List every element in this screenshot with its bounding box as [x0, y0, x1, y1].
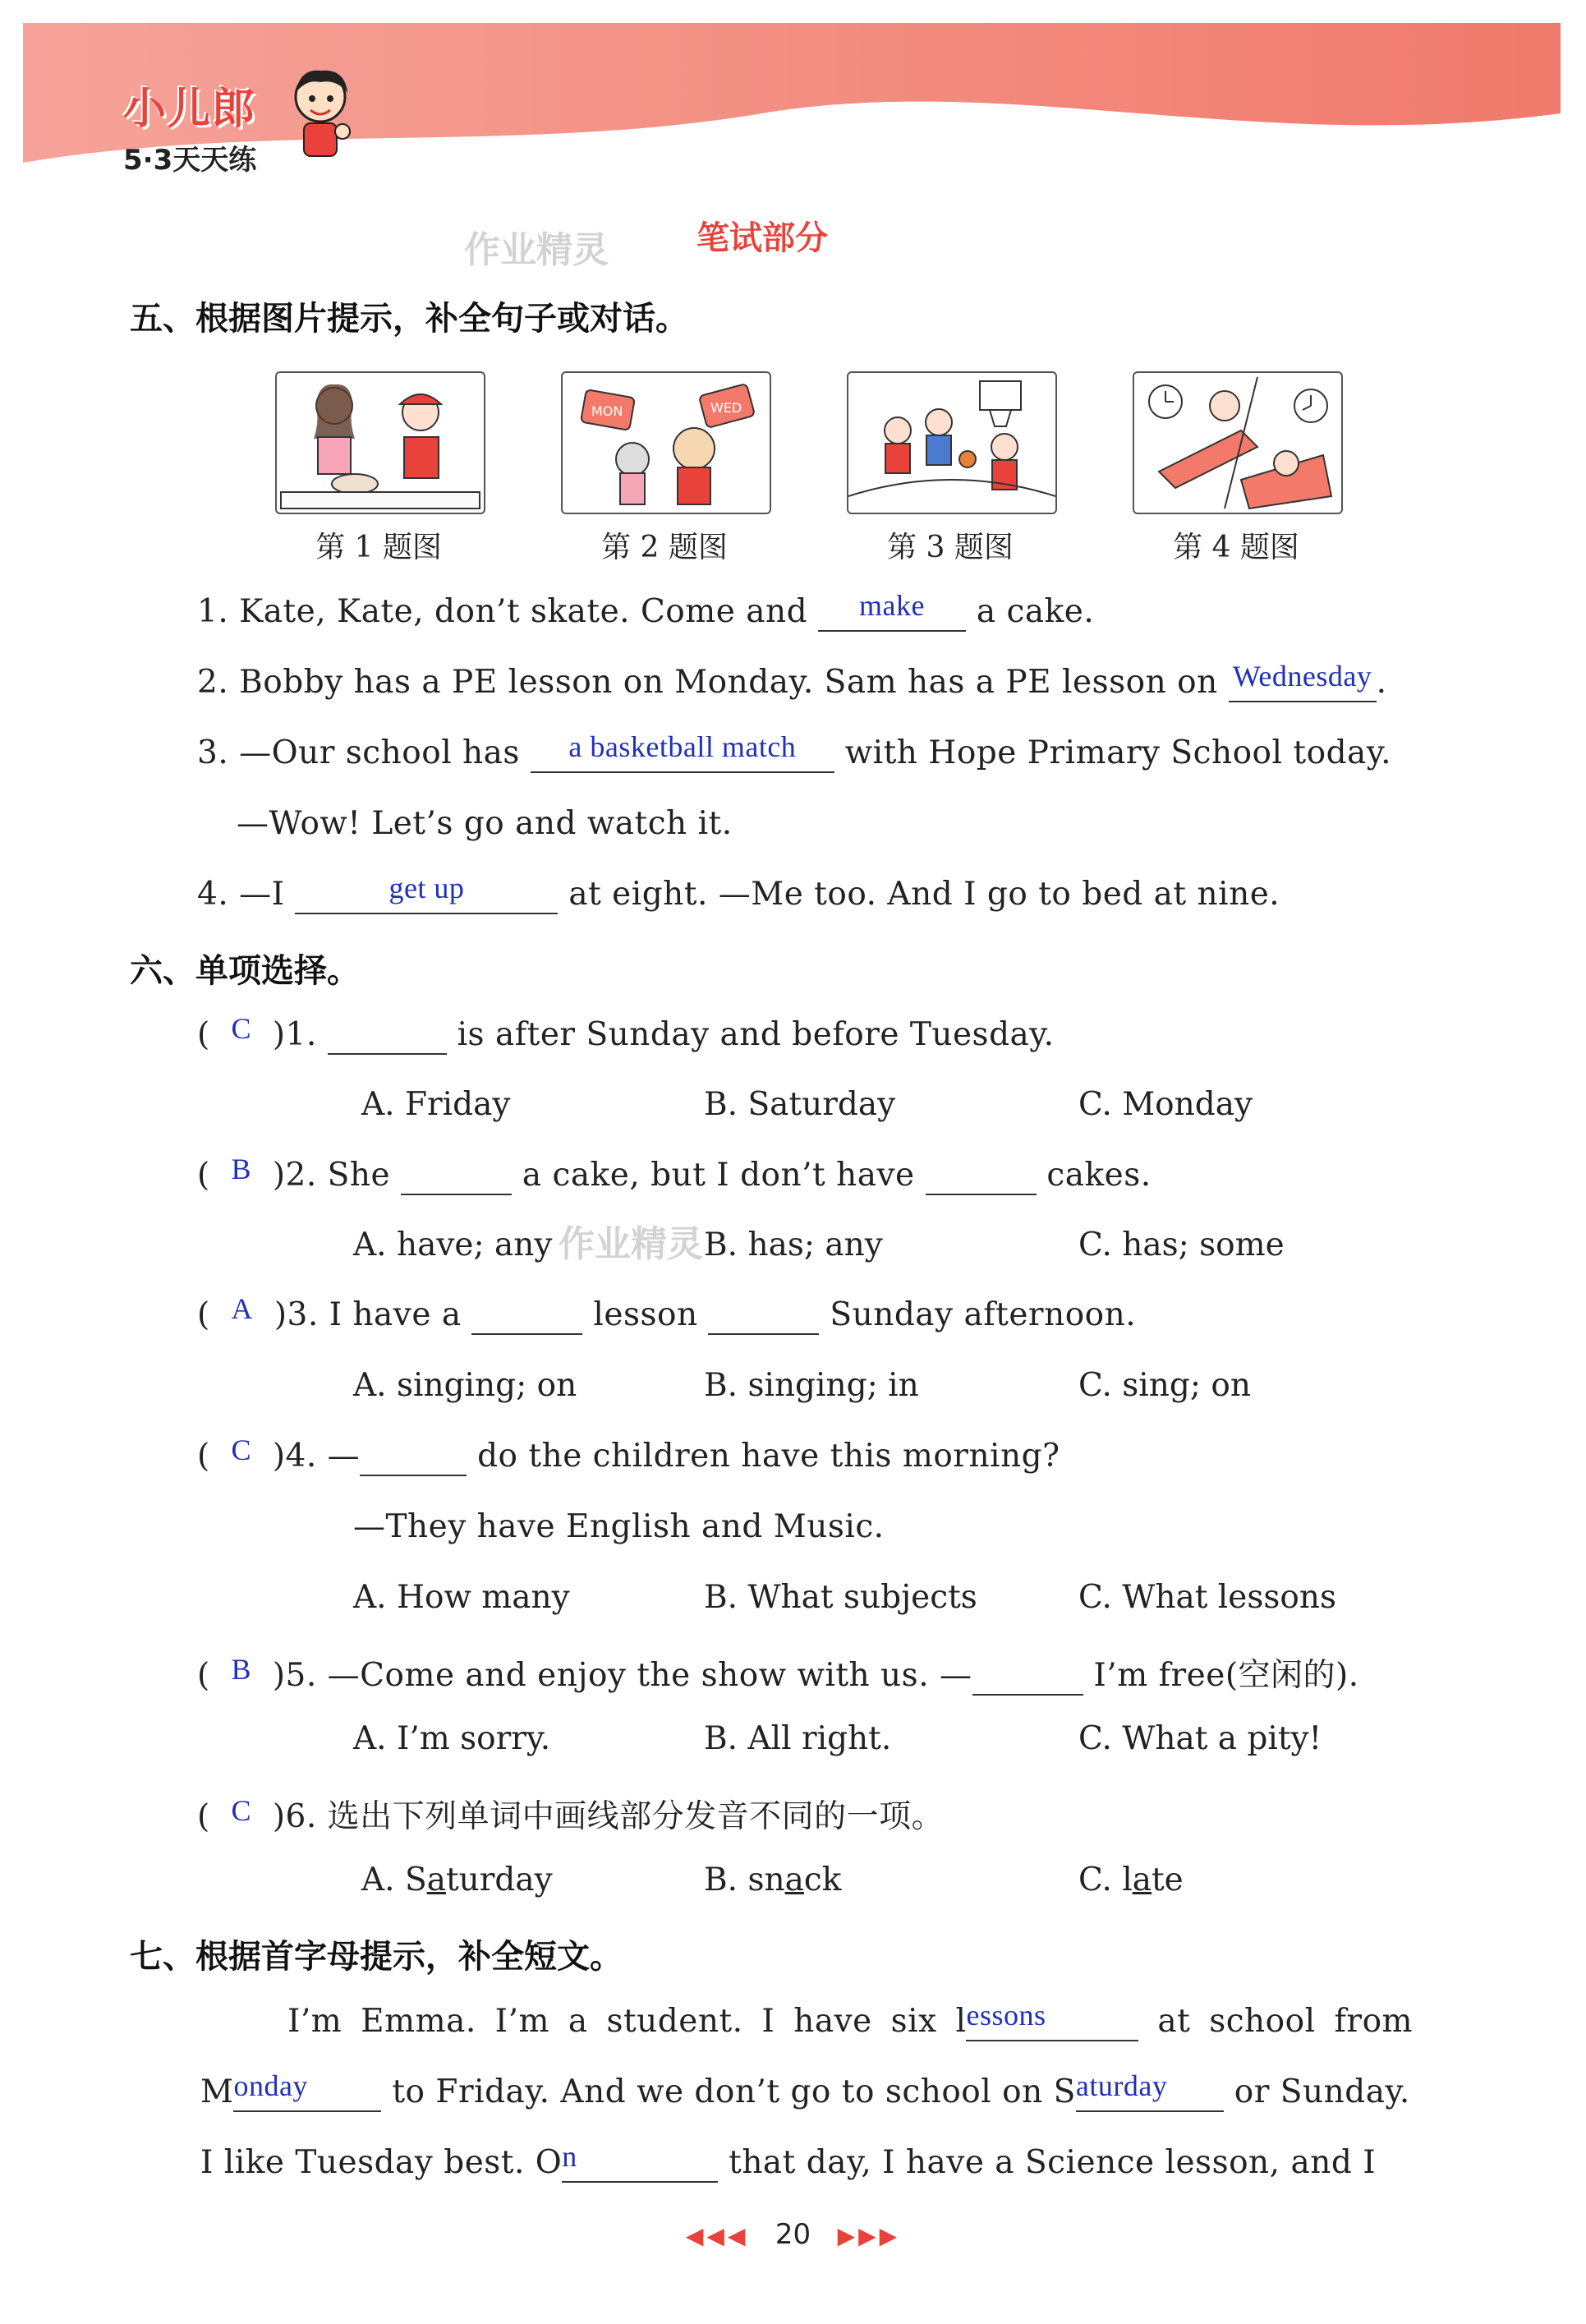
p5-question-3-reply: —Wow! Let’s go and watch it.	[237, 805, 733, 842]
logo-title: 小儿郎	[123, 85, 257, 134]
figure-4-caption: 第 4 题图	[1173, 531, 1299, 564]
wake-up-illustration	[1134, 373, 1341, 513]
part7-title: 七、根据首字母提示，补全短文。	[130, 1938, 623, 1976]
section-label: 笔试部分	[696, 219, 828, 257]
p6-question-1: ( C )1. is after Sunday and before Tuesday.	[197, 1012, 1055, 1053]
answer-text: make	[859, 589, 925, 622]
answer-blank[interactable]	[471, 1296, 582, 1335]
choice-answer[interactable]: B	[231, 1153, 252, 1185]
answer-text: Wednesday	[1232, 660, 1372, 693]
choice-answer[interactable]: C	[231, 1794, 252, 1827]
brand-logo	[123, 74, 256, 177]
q-text-end: cakes.	[1046, 1157, 1152, 1194]
figure-3-caption: 第 3 题图	[887, 531, 1014, 564]
p6-q1-option-a[interactable]: A. Friday	[361, 1086, 511, 1123]
figure-1	[275, 371, 485, 514]
p6-q6-option-b[interactable]: B. snack	[704, 1862, 842, 1898]
p6-q2-option-c[interactable]: C. has; some	[1078, 1226, 1285, 1263]
q-text: I’m free(空闲的).	[1093, 1657, 1359, 1694]
prev-arrows-icon: ◀◀◀	[685, 2222, 749, 2249]
logo-subtitle: 5·3天天练	[123, 144, 257, 177]
basketball-illustration	[848, 373, 1055, 513]
answer-blank[interactable]	[708, 1296, 819, 1335]
choice-answer[interactable]: C	[231, 1012, 252, 1045]
choice-answer[interactable]: A	[231, 1292, 254, 1325]
p5-question-2	[197, 660, 1387, 702]
answer-text: a basketball match	[568, 730, 797, 763]
p5-question-3	[197, 730, 1392, 773]
p6-q2-option-a[interactable]: A. have; any	[353, 1226, 553, 1263]
p7-line-3: I like Tuesday best. On that day, I have a Science lesson, and I	[200, 2140, 1377, 2181]
p6-q5-option-a[interactable]: A. I’m sorry.	[353, 1720, 551, 1757]
q-text: lesson	[593, 1296, 698, 1333]
choice-answer[interactable]: B	[231, 1653, 252, 1686]
p6-q5-option-b[interactable]: B. All right.	[704, 1720, 892, 1757]
q-num: )1.	[272, 1016, 317, 1053]
answer-blank[interactable]	[531, 730, 834, 773]
p6-q3-option-b[interactable]: B. singing; in	[704, 1367, 919, 1404]
q-text: —Our school has	[239, 734, 520, 771]
q-num: )4. —	[272, 1438, 361, 1475]
answer-blank[interactable]: n	[562, 2144, 718, 2183]
q-text-after: a cake.	[976, 593, 1095, 630]
q-num: 1.	[197, 593, 229, 630]
answer-blank[interactable]	[401, 1157, 512, 1195]
p7-line-1: I’m Emma. I’m a student. I have six lessons at school from	[287, 1999, 1414, 2040]
answer-blank[interactable]	[360, 1438, 467, 1476]
p6-q6-option-c[interactable]: C. late	[1078, 1862, 1184, 1898]
weekday-signs-illustration	[563, 373, 770, 513]
p6-question-4: ( C )4. — do the children have this morning?	[197, 1434, 1060, 1475]
p5-question-4	[197, 872, 1280, 914]
answer-blank[interactable]: aturday	[1076, 2073, 1224, 2112]
answer-blank[interactable]	[328, 1016, 447, 1055]
p6-q6-option-a[interactable]: A. Saturday	[361, 1862, 553, 1898]
answer-blank[interactable]	[926, 1157, 1037, 1195]
p6-q4-option-b[interactable]: B. What subjects	[704, 1579, 977, 1616]
p6-question-3: ( A )3. I have a lesson Sunday afternoon.	[197, 1292, 1137, 1333]
p6-q2-option-b[interactable]: B. has; any	[704, 1226, 883, 1263]
page-footer	[0, 2218, 1586, 2251]
p6-q3-option-a[interactable]: A. singing; on	[353, 1367, 577, 1404]
q-text: —I	[239, 876, 285, 913]
q-num: )3. I have a	[274, 1296, 462, 1333]
answer-blank[interactable]	[295, 872, 558, 914]
p6-q1-option-c[interactable]: C. Monday	[1078, 1086, 1253, 1123]
q-text: is after Sunday and before Tuesday.	[457, 1016, 1055, 1053]
q-text-after: with Hope Primary School today.	[844, 734, 1392, 771]
next-arrows-icon: ▶▶▶	[837, 2222, 901, 2249]
p6-q3-option-c[interactable]: C. sing; on	[1078, 1367, 1251, 1404]
p6-question-6: ( C )6. 选出下列单词中画线部分发音不同的一项。	[197, 1794, 945, 1835]
answer-blank[interactable]	[818, 589, 966, 632]
q-text-after: at eight. —Me too. And I go to bed at nine.	[568, 876, 1280, 913]
page-number: 20	[775, 2218, 811, 2251]
p6-question-4-reply: —They have English and Music.	[353, 1508, 885, 1545]
p6-q1-option-b[interactable]: B. Saturday	[704, 1086, 896, 1123]
p7-line-2: Monday to Friday. And we don’t go to school on Saturday or Sunday.	[200, 2069, 1410, 2110]
q-text: 选出下列单词中画线部分发音不同的一项。	[327, 1798, 945, 1835]
part6-title: 六、单项选择。	[130, 952, 360, 990]
mascot-icon	[283, 64, 357, 163]
watermark-mid: 作业精灵	[559, 1223, 703, 1265]
q-num: 3.	[197, 734, 229, 771]
figure-2-caption: 第 2 题图	[601, 531, 728, 564]
part5-title: 五、根据图片提示，补全句子或对话。	[130, 300, 688, 338]
answer-blank[interactable]: onday	[233, 2073, 381, 2112]
p6-q5-option-c[interactable]: C. What a pity!	[1078, 1720, 1322, 1757]
answer-blank[interactable]	[972, 1657, 1083, 1696]
q-num: )5. —Come and enjoy the show with us. —	[272, 1657, 972, 1694]
q-num: )6.	[272, 1798, 317, 1835]
q-text: do the children have this morning?	[477, 1438, 1060, 1475]
p5-question-1	[197, 589, 1095, 632]
p6-q4-option-a[interactable]: A. How many	[353, 1579, 570, 1616]
figure-2	[561, 371, 771, 514]
p6-q4-option-c[interactable]: C. What lessons	[1078, 1579, 1336, 1616]
sign-wed: WED	[710, 400, 742, 416]
sign-mon: MON	[591, 403, 623, 419]
q-text-end: Sunday afternoon.	[830, 1296, 1137, 1333]
choice-answer[interactable]: C	[231, 1434, 252, 1466]
p6-question-5: ( B )5. —Come and enjoy the show with us. — I’m free(空闲的).	[197, 1653, 1359, 1694]
baking-illustration	[277, 373, 484, 513]
watermark: 作业精灵	[464, 229, 609, 271]
q-num: )2. She	[272, 1157, 391, 1194]
figure-3	[847, 371, 1057, 514]
p6-question-2: ( B )2. She a cake, but I don’t have cakes.	[197, 1153, 1152, 1194]
answer-blank[interactable]	[1229, 660, 1377, 702]
q-text: Bobby has a PE lesson on Monday. Sam has a PE lesson on	[239, 664, 1218, 701]
figure-1-caption: 第 1 题图	[315, 531, 442, 564]
q-text-after: .	[1376, 664, 1387, 701]
q-text: a cake, but I don’t have	[522, 1157, 915, 1194]
q-num: 4.	[197, 876, 229, 913]
answer-text: get up	[388, 872, 465, 904]
figure-4	[1133, 371, 1343, 514]
answer-blank[interactable]: essons	[966, 2003, 1138, 2041]
q-text: Kate, Kate, don’t skate. Come and	[239, 593, 808, 630]
q-num: 2.	[197, 664, 229, 701]
